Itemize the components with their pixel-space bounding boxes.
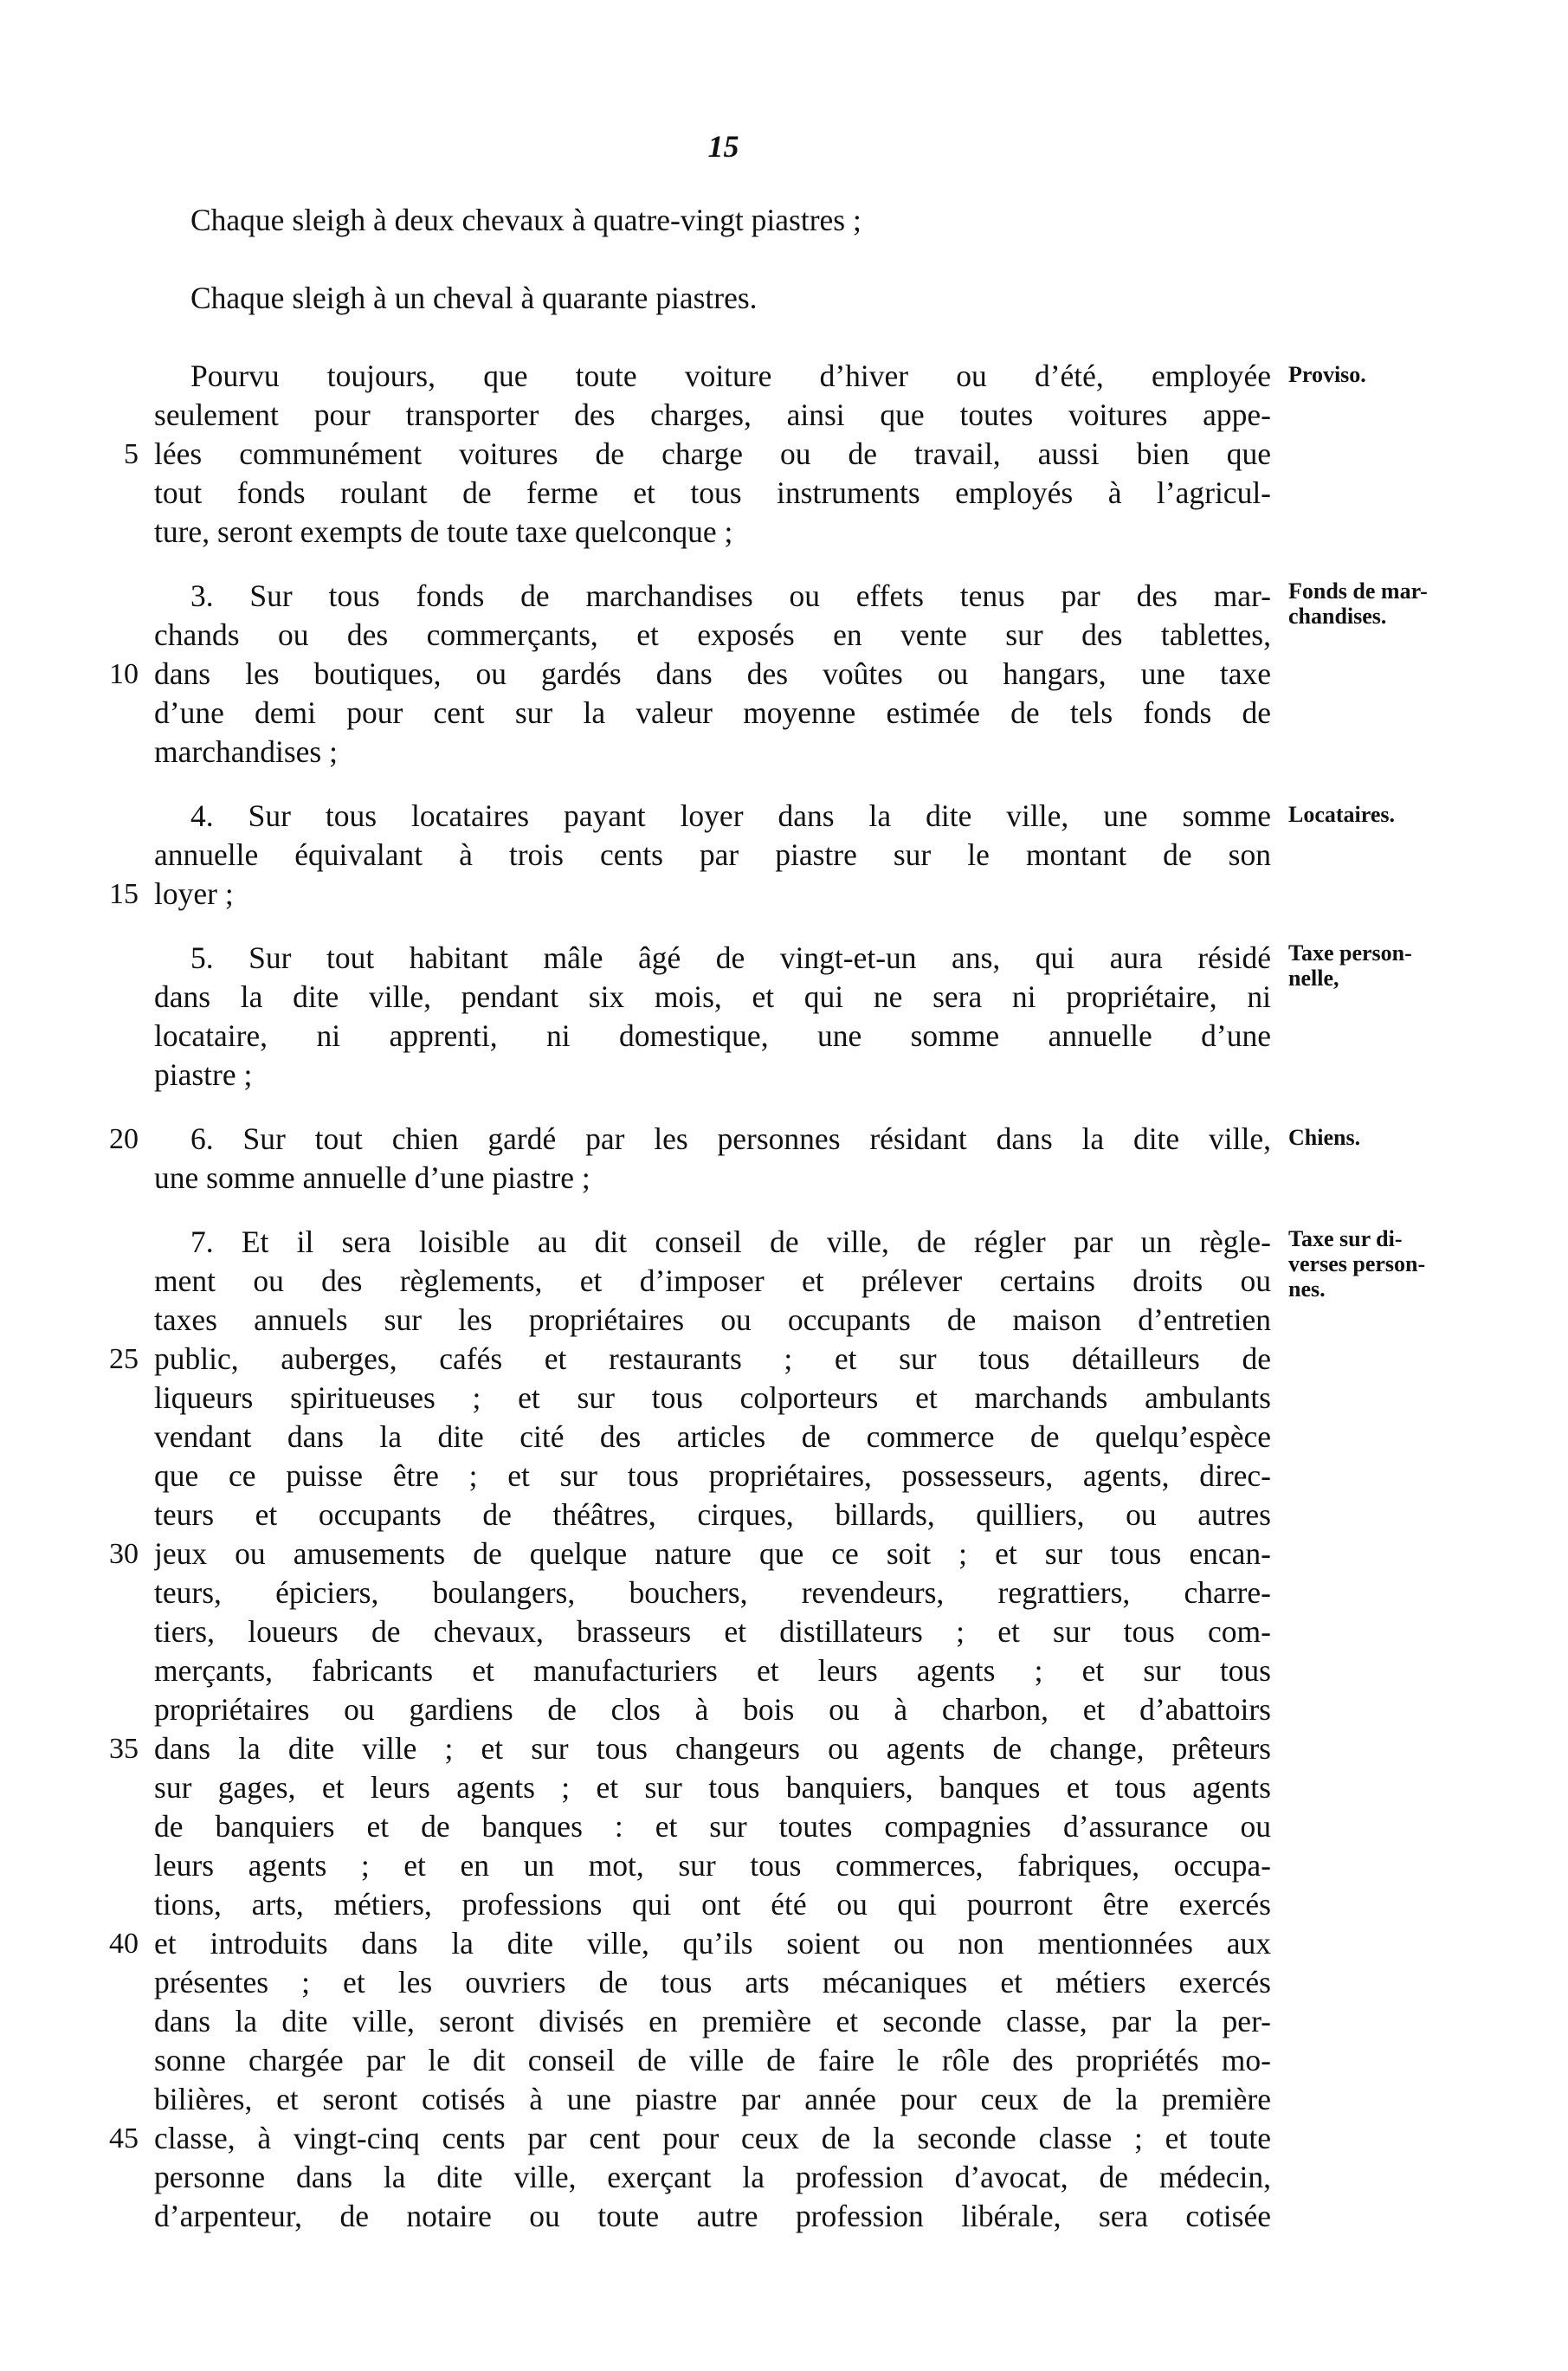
text-line: personne dans la dite ville, exerçant la profession d’avocat, de médecin, xyxy=(154,2160,1271,2194)
margin-note-line: verses person- xyxy=(1288,1251,1426,1276)
margin-note-locataires xyxy=(1288,802,1557,827)
margin-note-fonds xyxy=(1288,578,1557,629)
text-line: chands ou des commerçants, et exposés en vente sur des tablettes, xyxy=(154,617,1271,652)
text-line: sonne chargée par le dit conseil de ville de faire le rôle des propriétés mo- xyxy=(154,2043,1271,2077)
text-line: tions, arts, métiers, professions qui ont été ou qui pourront être exercés xyxy=(154,1887,1271,1922)
text-line: présentes ; et les ouvriers de tous arts mécaniques et métiers exercés xyxy=(154,1965,1271,2000)
text-line: jeux ou amusements de quelque nature que ce soit ; et sur tous encan- xyxy=(154,1536,1271,1571)
text-line: liqueurs spiritueuses ; et sur tous colporteurs et marchands ambulants xyxy=(154,1380,1271,1415)
text-line: d’arpenteur, de notaire ou toute autre profession libérale, sera cotisée xyxy=(154,2199,1271,2233)
text-line: taxes annuels sur les propriétaires ou occupants de maison d’entretien xyxy=(154,1302,1271,1337)
text-line: lées communément voitures de charge ou de travail, aussi bien que xyxy=(154,436,1271,471)
text-line: sur gages, et leurs agents ; et sur tous banquiers, banques et tous agents xyxy=(154,1770,1271,1805)
line-number: 20 xyxy=(109,1123,139,1155)
text-line: dans la dite ville, pendant six mois, et qui ne sera ni propriétaire, ni xyxy=(154,979,1271,1014)
text-line: classe, à vingt-cinq cents par cent pour ceux de la seconde classe ; et toute xyxy=(154,2121,1271,2155)
text-line: que ce puisse être ; et sur tous propriétaires, possesseurs, agents, direc- xyxy=(154,1458,1271,1493)
text-line: seulement pour transporter des charges, ainsi que toutes voitures appe- xyxy=(154,397,1271,432)
text-line: 4. Sur tous locataires payant loyer dans la dite ville, une somme xyxy=(190,798,1271,833)
text-line: 5. Sur tout habitant mâle âgé de vingt-et-un ans, qui aura résidé xyxy=(190,940,1271,975)
margin-note-line: Fonds de mar- xyxy=(1288,578,1428,604)
text-line: d’une demi pour cent sur la valeur moyenne estimée de tels fonds de xyxy=(154,695,1271,730)
text-line: dans la dite ville, seront divisés en première et seconde classe, par la per- xyxy=(154,2004,1271,2038)
line-number: 45 xyxy=(109,2122,139,2155)
text-line: teurs, épiciers, boulangers, bouchers, revendeurs, regrattiers, charre- xyxy=(154,1575,1271,1610)
text-line: public, auberges, cafés et restaurants ; et sur tous détailleurs de xyxy=(154,1341,1271,1376)
text-line: piastre ; xyxy=(154,1057,253,1092)
margin-note-line: chandises. xyxy=(1288,604,1387,629)
text-line: dans la dite ville ; et sur tous changeurs ou agents de change, prêteurs xyxy=(154,1731,1271,1766)
text-line: et introduits dans la dite ville, qu’ils soient ou non mentionnées aux xyxy=(154,1926,1271,1961)
margin-note-line: Chiens. xyxy=(1288,1125,1361,1150)
line-number: 10 xyxy=(109,658,139,690)
margin-note-line: nelle, xyxy=(1288,966,1339,991)
text-line: propriétaires ou gardiens de clos à bois ou à charbon, et d’abattoirs xyxy=(154,1692,1271,1727)
text-line: merçants, fabricants et manufacturiers et leurs agents ; et sur tous xyxy=(154,1653,1271,1688)
line-number: 35 xyxy=(109,1733,139,1765)
line-number: 30 xyxy=(109,1538,139,1570)
line-number: 40 xyxy=(109,1928,139,1960)
text-line: une somme annuelle d’une piastre ; xyxy=(154,1160,590,1195)
text-line: teurs et occupants de théâtres, cirques, billards, quilliers, ou autres xyxy=(154,1497,1271,1532)
text-line: 6. Sur tout chien gardé par les personnes résidant dans la dite ville, xyxy=(190,1121,1271,1156)
text-line: Chaque sleigh à un cheval à quarante piastres. xyxy=(190,281,758,315)
text-line: bilières, et seront cotisés à une piastre par année pour ceux de la première xyxy=(154,2082,1271,2116)
text-line: leurs agents ; et en un mot, sur tous commerces, fabriques, occupa- xyxy=(154,1848,1271,1883)
line-number: 5 xyxy=(124,438,139,470)
margin-note-chiens xyxy=(1288,1125,1557,1150)
text-line: Chaque sleigh à deux chevaux à quatre-vingt piastres ; xyxy=(190,203,861,237)
text-line: vendant dans la dite cité des articles de commerce de quelqu’espèce xyxy=(154,1419,1271,1454)
text-line: marchandises ; xyxy=(154,734,338,769)
text-line: annuelle équivalant à trois cents par piastre sur le montant de son xyxy=(154,837,1271,872)
text-line: tiers, loueurs de chevaux, brasseurs et distillateurs ; et sur tous com- xyxy=(154,1614,1271,1649)
margin-note-proviso xyxy=(1288,362,1557,387)
text-line: ment ou des règlements, et d’imposer et prélever certains droits ou xyxy=(154,1263,1271,1298)
text-line: dans les boutiques, ou gardés dans des voûtes ou hangars, une taxe xyxy=(154,656,1271,691)
text-line: 7. Et il sera loisible au dit conseil de ville, de régler par un règle- xyxy=(190,1224,1271,1259)
text-line: de banquiers et de banques : et sur toutes compagnies d’assurance ou xyxy=(154,1809,1271,1844)
text-line: Pourvu toujours, que toute voiture d’hiver ou d’été, employée xyxy=(190,359,1271,393)
margin-note-line: nes. xyxy=(1288,1276,1326,1302)
page-number: 15 xyxy=(707,129,739,164)
margin-note-line: Taxe person- xyxy=(1288,940,1412,966)
margin-note-line: Taxe sur di- xyxy=(1288,1226,1403,1251)
margin-note-taxe-diverses xyxy=(1288,1226,1557,1302)
margin-note-line: Proviso. xyxy=(1288,362,1366,387)
line-number: 25 xyxy=(109,1343,139,1375)
text-line: locataire, ni apprenti, ni domestique, une somme annuelle d’une xyxy=(154,1018,1271,1053)
text-line: 3. Sur tous fonds de marchandises ou effets tenus par des mar- xyxy=(190,578,1271,613)
text-line: tout fonds roulant de ferme et tous instruments employés à l’agricul- xyxy=(154,475,1271,510)
margin-note-taxe-personnelle xyxy=(1288,940,1557,991)
margin-note-line: Locataires. xyxy=(1288,802,1395,827)
line-number: 15 xyxy=(109,878,139,910)
text-line: ture, seront exempts de toute taxe quelconque ; xyxy=(154,514,733,549)
text-line: loyer ; xyxy=(154,876,234,911)
